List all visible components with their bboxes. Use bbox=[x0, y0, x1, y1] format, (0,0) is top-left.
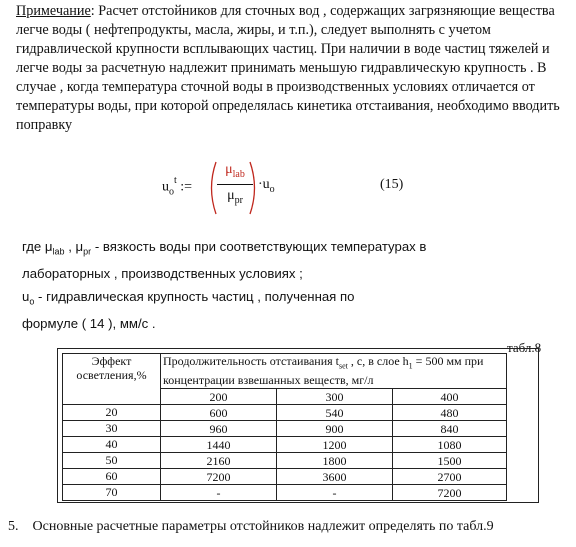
value-cell: 2700 bbox=[393, 469, 507, 485]
def-line-4: формуле ( 14 ), мм/с . bbox=[22, 315, 156, 331]
effect-cell: 50 bbox=[63, 453, 161, 469]
fraction-numerator: $\mu_{lab}$ bbox=[225, 162, 245, 180]
effect-cell: 70 bbox=[63, 485, 161, 501]
fraction-denominator: $\mu_{pr}$ bbox=[227, 187, 243, 206]
concentration-cell: 300 bbox=[277, 389, 393, 405]
def-line-2: лабораторных , производственных условиях ; bbox=[22, 266, 303, 282]
settling-table bbox=[62, 353, 507, 501]
effect-cell: 60 bbox=[63, 469, 161, 485]
value-cell: 960 bbox=[161, 421, 277, 437]
value-cell: 1500 bbox=[393, 453, 507, 469]
duration-header: Продолжительность отстаивания $t_{set}$ , с, в слое $h_1 = 500$ мм при концентрации взвешанных веществ, мг/л bbox=[161, 354, 507, 389]
concentration-cell: 200 bbox=[161, 389, 277, 405]
table-row bbox=[63, 405, 507, 421]
effect-cell: 40 bbox=[63, 437, 161, 453]
note-text: : Расчет отстойников для сточных вод , содержащих загрязняющие вещества легче воды ( нефтепродукты, масла, жиры, и т.п.), следует выполнять с учетом гидравлической крупности всплывающих частиц. При наличии в воде частиц тяжелей и легче воды за расчетную надлежит принимать меньшую гидравлическую крупность . В случае , когда температура сточной воды в производственных условиях отличается от температуры воды, при которой определялась кинетика отстаивания, необходимо вводить поправку bbox=[16, 3, 560, 133]
note-label: Примечание bbox=[16, 3, 91, 19]
formula-rhs: $\cdot u_o$ bbox=[258, 177, 275, 195]
value-cell: 7200 bbox=[393, 485, 507, 501]
value-cell: 1800 bbox=[277, 453, 393, 469]
effect-header: Эффект осветления,% bbox=[63, 354, 161, 405]
equation-number: (15) bbox=[380, 177, 404, 192]
table-row bbox=[63, 453, 507, 469]
value-cell: 7200 bbox=[161, 469, 277, 485]
item-5-number: 5. bbox=[8, 519, 19, 534]
value-cell: 840 bbox=[393, 421, 507, 437]
value-cell: 1080 bbox=[393, 437, 507, 453]
note-paragraph bbox=[16, 2, 572, 135]
value-cell: 2160 bbox=[161, 453, 277, 469]
effect-cell: 30 bbox=[63, 421, 161, 437]
table-row bbox=[63, 485, 507, 501]
item-5-text: Основные расчетные параметры отстойников надлежит определять по табл.9 bbox=[32, 519, 494, 534]
concentration-cell: 400 bbox=[393, 389, 507, 405]
value-cell: - bbox=[277, 485, 393, 501]
def-line-1: где $\mu_{lab}$ , $\mu_{pr}$ - вязкость воды при соответствующих температурах в bbox=[22, 239, 427, 257]
table-row bbox=[63, 437, 507, 453]
effect-cell: 20 bbox=[63, 405, 161, 421]
table-row bbox=[63, 469, 507, 485]
value-cell: 1440 bbox=[161, 437, 277, 453]
table-header-row bbox=[63, 354, 507, 389]
table-row bbox=[63, 421, 507, 437]
table-label: табл.8 bbox=[507, 340, 542, 355]
value-cell: 900 bbox=[277, 421, 393, 437]
formula-lhs: $u_o^t$ := bbox=[162, 175, 193, 198]
value-cell: 3600 bbox=[277, 469, 393, 485]
value-cell: 600 bbox=[161, 405, 277, 421]
value-cell: 480 bbox=[393, 405, 507, 421]
def-line-3: $u_o$ - гидравлическая крупность частиц , полученная по bbox=[22, 288, 355, 307]
variable-definitions bbox=[22, 236, 492, 335]
value-cell: - bbox=[161, 485, 277, 501]
value-cell: 540 bbox=[277, 405, 393, 421]
item-5 bbox=[8, 519, 494, 535]
value-cell: 1200 bbox=[277, 437, 393, 453]
